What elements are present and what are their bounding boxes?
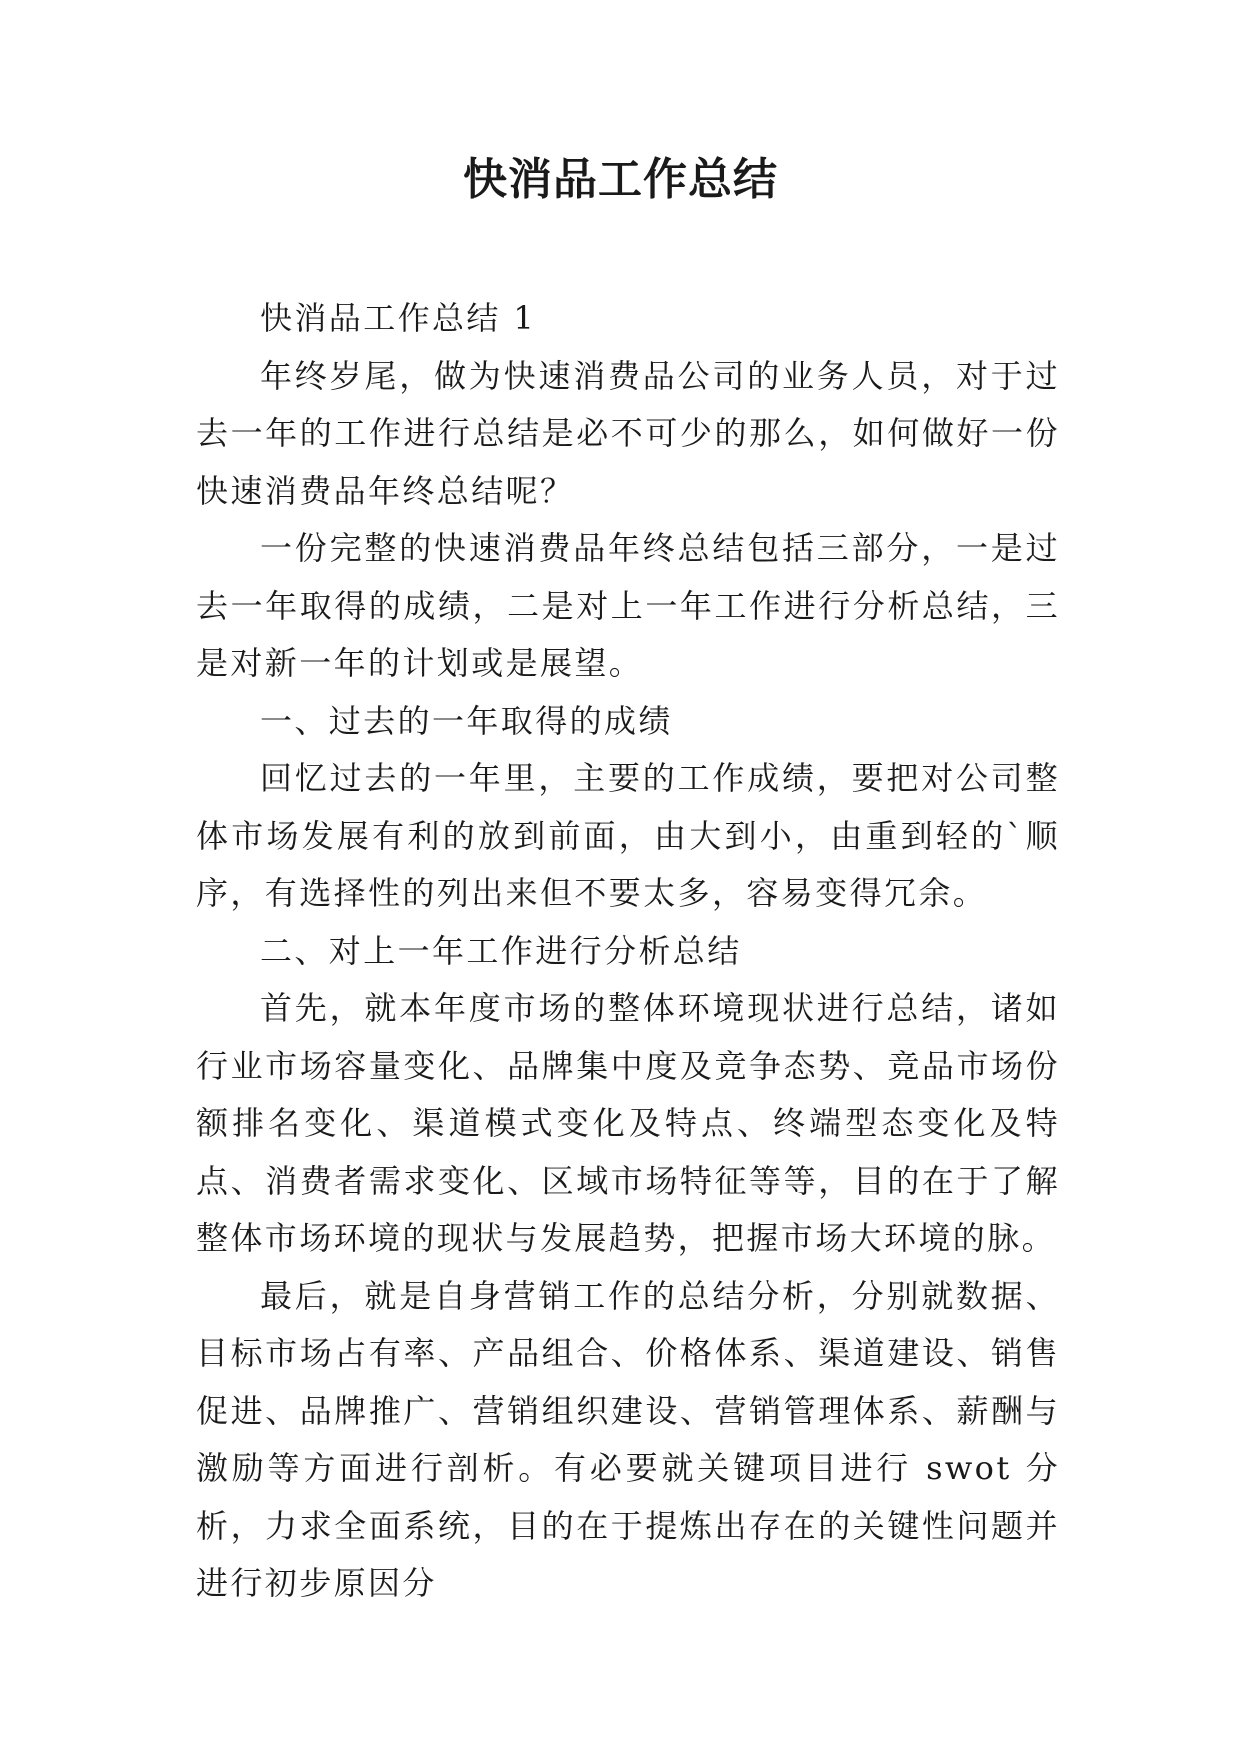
paragraph: 年终岁尾，做为快速消费品公司的业务人员，对于过去一年的工作进行总结是必不可少的那么，如何做好一份快速消费品年终总结呢？ (196, 356, 1060, 510)
paragraph: 最后，就是自身营销工作的总结分析，分别就数据、目标市场占有率、产品组合、价格体系、渠道建设、销售促进、品牌推广、营销组织建设、营销管理体系、薪酬与激励等方面进行剖析。有必要就关键项目进行 swot 分析，力求全面系统，目的在于提炼出存在的关键性问题并进行初步原因分 (196, 1276, 1060, 1602)
section-heading: 一、过去的一年取得的成绩 (260, 701, 673, 740)
document-body (196, 290, 1060, 1613)
paragraph: 回忆过去的一年里，主要的工作成绩，要把对公司整体市场发展有利的放到前面，由大到小，由重到轻的`顺序，有选择性的列出来但不要太多，容易变得冗余。 (196, 759, 1060, 912)
paragraph: 一份完整的快速消费品年终总结包括三部分，一是过去一年取得的成绩，二是对上一年工作进行分析总结，三是对新一年的计划或是展望。 (196, 529, 1060, 682)
paragraph: 首先，就本年度市场的整体环境现状进行总结，诸如行业市场容量变化、品牌集中度及竞争态势、竞品市场份额排名变化、渠道模式变化及特点、终端型态变化及特点、消费者需求变化、区域市场特征等等，目的在于了解整体市场环境的现状与发展趋势，把握市场大环境的脉。 (196, 989, 1060, 1257)
section-heading: 二、对上一年工作进行分析总结 (260, 931, 742, 970)
paragraph-subtitle: 快消品工作总结 1 (260, 299, 537, 337)
document-title: 快消品工作总结 (463, 154, 778, 205)
